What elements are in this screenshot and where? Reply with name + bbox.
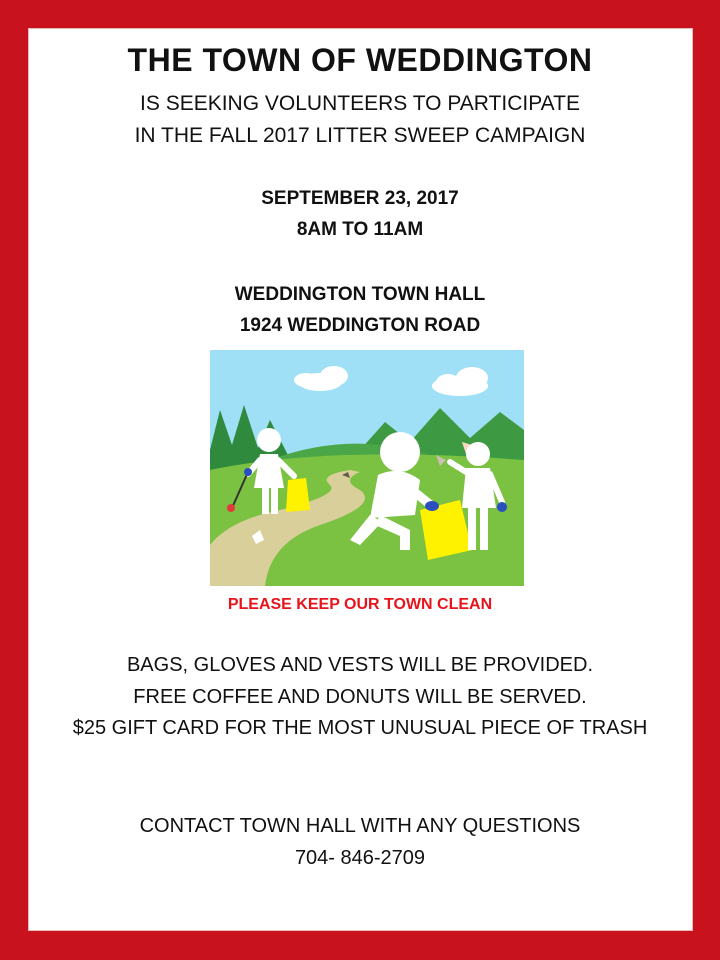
info-line-2: FREE COFFEE AND DONUTS WILL BE SERVED.	[133, 686, 587, 708]
event-time: 8AM TO 11AM	[296, 219, 424, 240]
phone-number: 704- 846-2709	[294, 847, 426, 869]
info-line-1: BAGS, GLOVES AND VESTS WILL BE PROVIDED.	[126, 654, 594, 676]
event-date: SEPTEMBER 23, 2017	[261, 188, 459, 209]
tagline: PLEASE KEEP OUR TOWN CLEAN	[227, 596, 493, 613]
poster-title: THE TOWN OF WEDDINGTON	[127, 42, 593, 78]
litter-cleanup-illustration-icon	[210, 350, 524, 586]
subtitle-line-2: IN THE FALL 2017 LITTER SWEEP CAMPAIGN	[134, 124, 586, 147]
event-address: 1924 WEDDINGTON ROAD	[239, 315, 481, 336]
contact-line: CONTACT TOWN HALL WITH ANY QUESTIONS	[139, 815, 581, 837]
event-venue: WEDDINGTON TOWN HALL	[234, 284, 486, 305]
info-line-3: $25 GIFT CARD FOR THE MOST UNUSUAL PIECE OF TRASH	[72, 717, 648, 739]
subtitle-line-1: IS SEEKING VOLUNTEERS TO PARTICIPATE	[140, 92, 580, 115]
